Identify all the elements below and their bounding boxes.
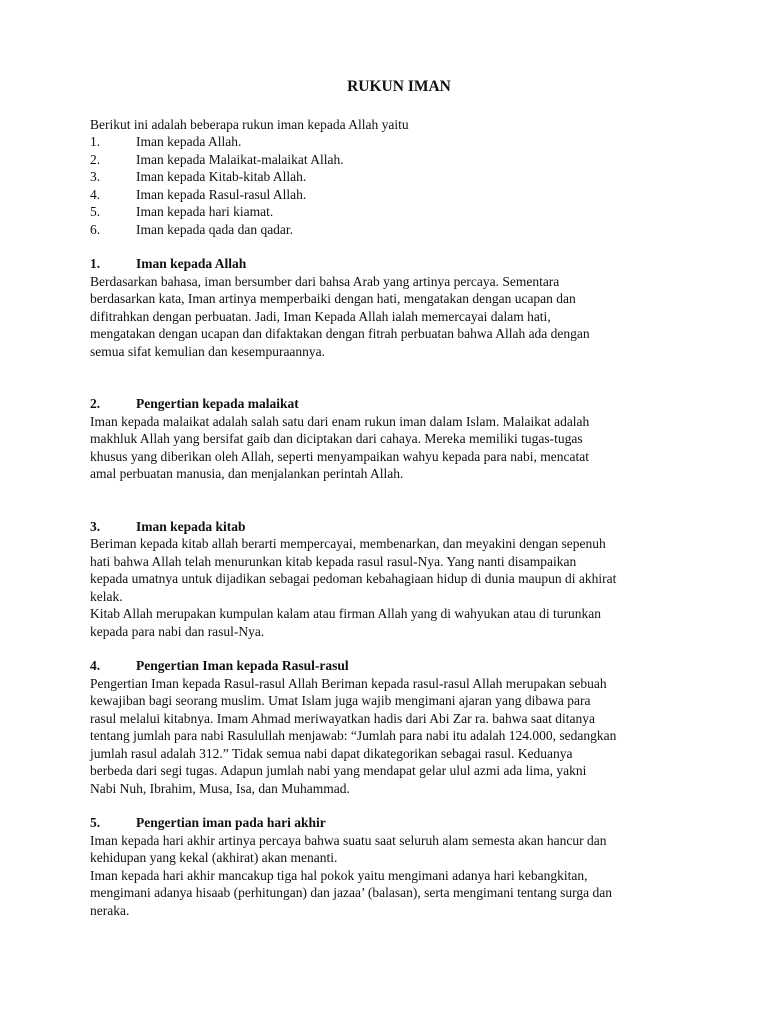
section-line: kepada para nabi dan rasul-Nya.: [90, 623, 265, 639]
section-line: Pengertian Iman kepada Rasul-rasul Allah Beriman kepada rasul-rasul Allah merupakan sebuah: [90, 675, 607, 691]
list-item: [90, 203, 698, 221]
section-line: Iman kepada malaikat adalah salah satu dari enam rukun iman dalam Islam. Malaikat adalah: [90, 413, 590, 429]
section-title: Pengertian iman pada hari akhir: [136, 815, 326, 830]
list-text: Iman kepada Malaikat-malaikat Allah.: [136, 151, 344, 167]
section-line: Iman kepada hari akhir mancakup tiga hal pokok yaitu mengimani adanya hari kebangkitan,: [90, 867, 588, 883]
rukun-list: [90, 133, 698, 238]
section-number: 5.: [90, 815, 101, 830]
section-line: Beriman kepada kitab allah berarti mempercayai, membenarkan, dan meyakini dengan sepenuh: [90, 536, 606, 551]
section-line: neraka.: [90, 902, 130, 918]
list-number: 5.: [90, 204, 101, 219]
list-number: 6.: [90, 221, 101, 237]
section-line: makhluk Allah yang bersifat gaib dan diciptakan dari cahaya. Mereka memiliki tugas-tugas: [90, 431, 583, 446]
list-number: 4.: [90, 186, 101, 202]
section-line: kewajiban bagi seorang muslim. Umat Islam juga wajib mengimani ajaran yang dibawa para: [90, 693, 591, 708]
section-hari-akhir: [90, 814, 698, 919]
list-item: [90, 221, 698, 239]
list-text: Iman kepada hari kiamat.: [136, 204, 274, 219]
section-line: Nabi Nuh, Ibrahim, Musa, Isa, dan Muhammad.: [90, 780, 350, 796]
list-text: Iman kepada Kitab-kitab Allah.: [136, 169, 307, 184]
list-number: 3.: [90, 169, 101, 184]
section-number: 4.: [90, 658, 101, 673]
section-number: 3.: [90, 518, 101, 534]
section-title: Iman kepada Allah: [136, 256, 247, 271]
section-iman-allah: [90, 255, 698, 360]
section-line: difitrahkan dengan perbuatan. Jadi, Iman Kepada Allah ialah memercayai dalam hati,: [90, 308, 551, 324]
section-heading: [90, 518, 698, 536]
section-line: mengimani adanya hisaab (perhitungan) dan jazaa’ (balasan), serta mengimani tentang surga dan: [90, 885, 613, 900]
section-title: Pengertian Iman kepada Rasul-rasul: [136, 658, 349, 673]
section-line: Kitab Allah merupakan kumpulan kalam atau firman Allah yang di wahyukan atau di turunkan: [90, 606, 601, 621]
section-kitab: [90, 518, 698, 641]
section-heading: [90, 255, 698, 273]
section-line: kehidupan yang kekal (akhirat) akan menanti.: [90, 850, 338, 865]
section-title: Pengertian kepada malaikat: [136, 396, 299, 411]
section-heading: [90, 657, 698, 675]
section-line: kepada umatnya untuk dijadikan sebagai pedoman kebahagiaan hidup di dunia maupun di akhirat: [90, 571, 617, 586]
section-line: semua sifat kemulian dan kesempuraannya.: [90, 343, 326, 359]
page-title: RUKUN IMAN: [347, 78, 451, 95]
section-number: 2.: [90, 396, 101, 411]
list-text: Iman kepada Rasul-rasul Allah.: [136, 186, 307, 202]
section-line: berdasarkan kata, Iman artinya memperbaiki dengan hati, mengatakan dengan ucapan dan: [90, 291, 576, 306]
section-line: berbeda dari segi tugas. Adapun jumlah nabi yang mendapat gelar ulul azmi ada lima, yakni: [90, 763, 587, 778]
section-title: Iman kepada kitab: [136, 518, 246, 534]
section-heading: [90, 395, 698, 413]
section-malaikat: [90, 395, 698, 483]
section-heading: [90, 814, 698, 832]
list-number: 1.: [90, 134, 101, 149]
section-line: khusus yang diberikan oleh Allah, seperti menyampaikan wahyu kepada para nabi, mencatat: [90, 448, 589, 464]
section-line: rasul melalui kitabnya. Imam Ahmad meriwayatkan hadis dari Abi Zar ra. bahwa saat ditanya: [90, 710, 595, 726]
section-line: kelak.: [90, 588, 123, 604]
intro-text: Berikut ini adalah beberapa rukun iman kepada Allah yaitu: [90, 116, 409, 132]
section-line: hati bahwa Allah telah menurunkan kitab kepada rasul rasul-Nya. Yang nanti disampaikan: [90, 553, 577, 569]
list-number: 2.: [90, 151, 101, 167]
section-line: mengatakan dengan ucapan dan difaktakan dengan fitrah perbuatan bahwa Allah ada dengan: [90, 326, 590, 341]
list-item: [90, 133, 698, 151]
list-item: [90, 186, 698, 204]
section-line: Berdasarkan bahasa, iman bersumber dari bahsa Arab yang artinya percaya. Sementara: [90, 273, 560, 289]
list-item: [90, 151, 698, 169]
section-number: 1.: [90, 256, 101, 271]
section-line: amal perbuatan manusia, dan menjalankan perintah Allah.: [90, 466, 404, 481]
list-text: Iman kepada qada dan qadar.: [136, 221, 294, 237]
section-line: Iman kepada hari akhir artinya percaya bahwa suatu saat seluruh alam semesta akan hancur dan: [90, 832, 607, 848]
section-rasul: [90, 657, 698, 797]
section-line: jumlah rasul adalah 312.” Tidak semua nabi dapat dikategorikan sebagai rasul. Keduanya: [90, 745, 573, 761]
section-line: tentang jumlah para nabi Rasulullah menjawab: “Jumlah para nabi itu adalah 124.000, sedangkan: [90, 728, 617, 743]
list-item: [90, 168, 698, 186]
list-text: Iman kepada Allah.: [136, 134, 242, 149]
